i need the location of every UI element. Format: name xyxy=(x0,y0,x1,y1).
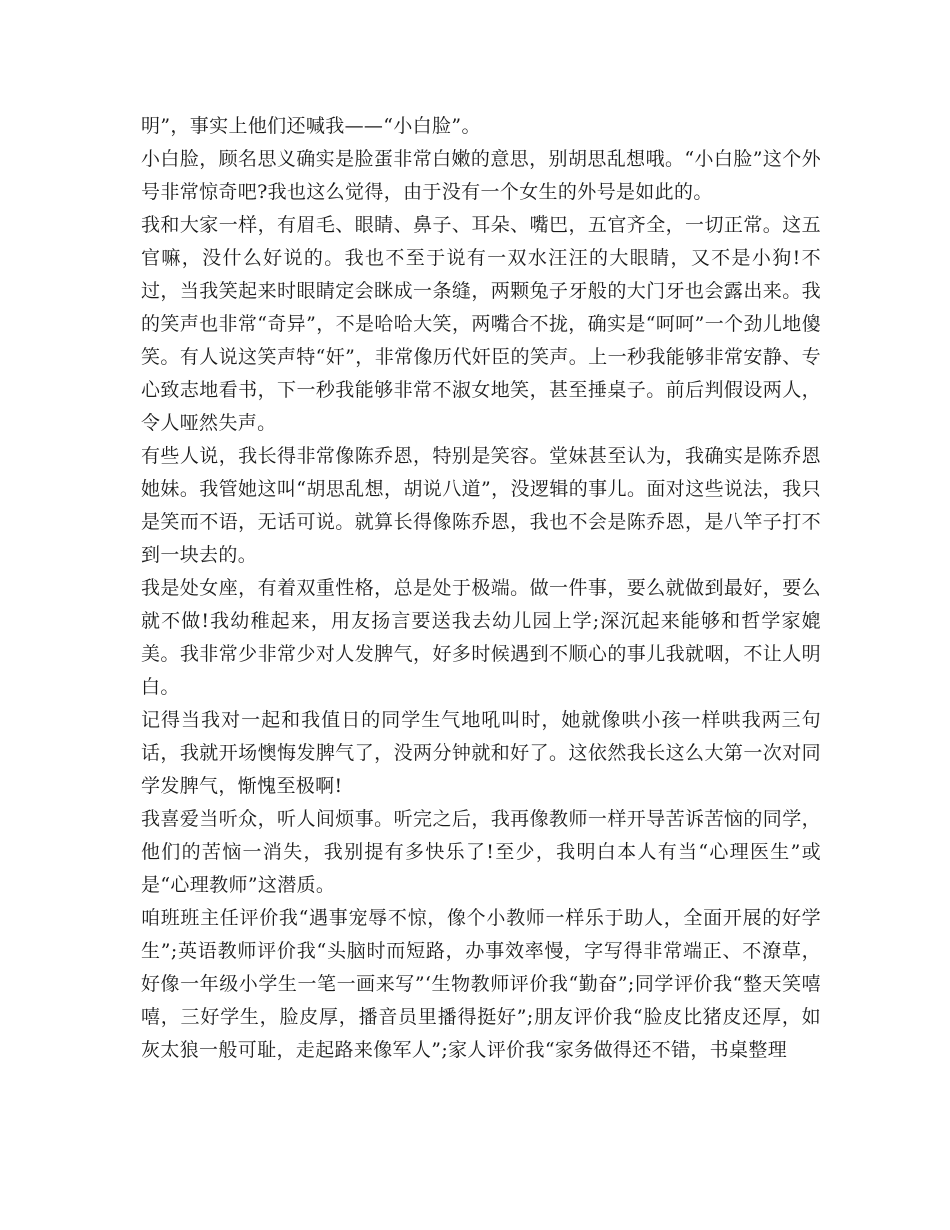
paragraph-7: 我喜爱当听众，听人间烦事。听完之后，我再像教师一样开导苦诉苦恼的同学，他们的苦恼一消失，我别提有多快乐了!至少，我明白本人有当“心理医生”或是“心理教师”这潜质。 xyxy=(141,808,821,896)
paragraph-8: 咱班班主任评价我“遇事宠辱不惊，像个小教师一样乐于助人，全面开展的好学生”;英语教师评价我“头脑时而短路，办事效率慢，字写得非常端正、不潦草，好像一年级小学生一笔一画来写”‘生物教师评价我“勤奋”;同学评价我“整天笑嘻嘻，三好学生，脸皮厚，播音员里播得挺好”;朋友评价我“脸皮比猪皮还厚，如灰太狼一般可耻，走起路来像军人”;家人评价我“家务做得还不错，书桌整理 xyxy=(141,907,821,1061)
paragraph-5: 我是处女座，有着双重性格，总是处于极端。做一件事，要么就做到最好，要么就不做!我幼稚起来，用友扬言要送我去幼儿园上学;深沉起来能够和哲学家媲美。我非常少非常少对人发脾气，好多时候遇到不顺心的事儿我就咽，不让人明白。 xyxy=(141,577,821,698)
paragraph-4: 有些人说，我长得非常像陈乔恩，特别是笑容。堂妹甚至认为，我确实是陈乔恩她妹。我管她这叫“胡思乱想，胡说八道”，没逻辑的事儿。面对这些说法，我只是笑而不语，无话可说。就算长得像陈乔恩，我也不会是陈乔恩，是八竿子打不到一块去的。 xyxy=(141,445,821,566)
paragraph-1: 明”，事实上他们还喊我——“小白脸”。 xyxy=(141,115,481,137)
paragraph-6: 记得当我对一起和我值日的同学生气地吼叫时，她就像哄小孩一样哄我两三句话，我就开场懊悔发脾气了，没两分钟就和好了。这依然我长这么大第一次对同学发脾气，惭愧至极啊! xyxy=(141,709,821,797)
paragraph-3: 我和大家一样，有眉毛、眼睛、鼻子、耳朵、嘴巴，五官齐全，一切正常。这五官嘛，没什么好说的。我也不至于说有一双水汪汪的大眼睛，又不是小狗!不过，当我笑起来时眼睛定会眯成一条缝，两颗兔子牙般的大门牙也会露出来。我的笑声也非常“奇异”，不是哈哈大笑，两嘴合不拢，确实是“呵呵”一个劲儿地傻笑。有人说这笑声特“奸”，非常像历代奸臣的笑声。上一秒我能够非常安静、专心致志地看书，下一秒我能够非常不淑女地笑，甚至捶桌子。前后判假设两人，令人哑然失声。 xyxy=(141,214,821,434)
paragraph-2: 小白脸，顾名思义确实是脸蛋非常白嫩的意思，别胡思乱想哦。“小白脸”这个外号非常惊奇吧?我也这么觉得，由于没有一个女生的外号是如此的。 xyxy=(141,148,821,203)
document-body xyxy=(141,110,821,1067)
